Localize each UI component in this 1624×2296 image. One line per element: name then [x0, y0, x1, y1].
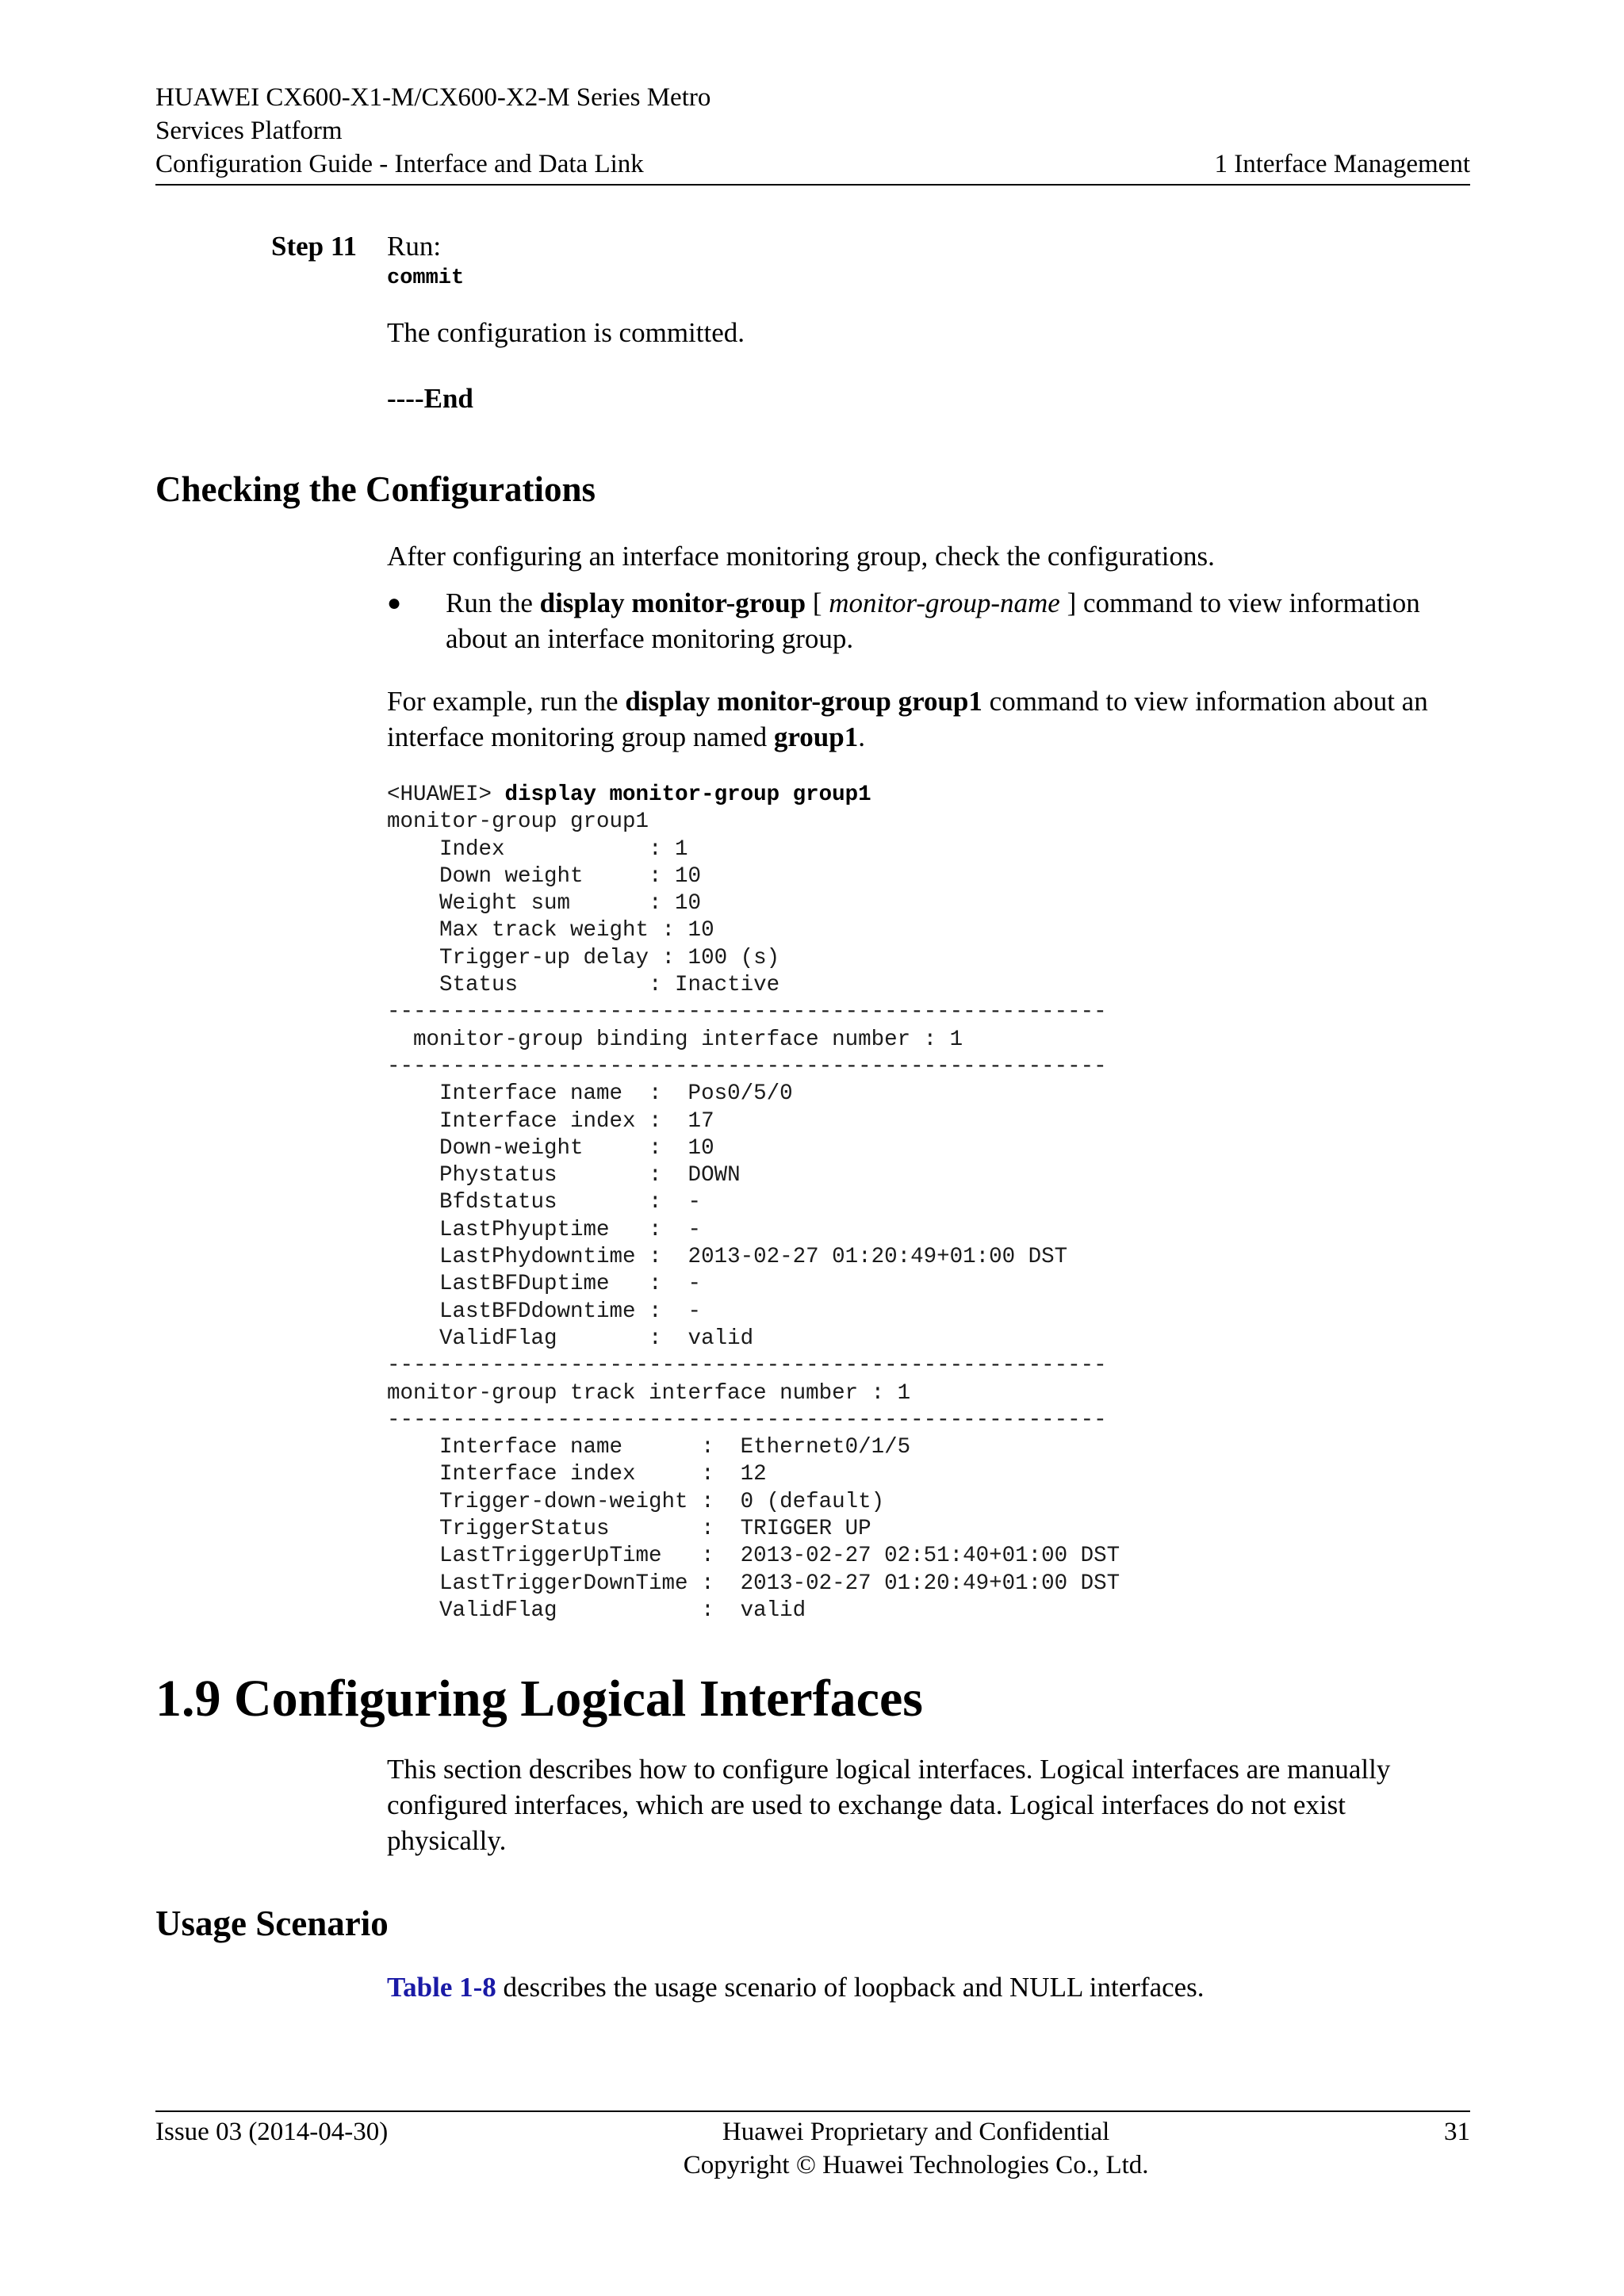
example-command: display monitor-group group1 [625, 686, 982, 717]
checking-intro: After configuring an interface monitoring group, check the configurations. [387, 541, 1215, 572]
usage-paragraph: Table 1-8 describes the usage scenario of loopback and NULL interfaces. [387, 1972, 1205, 2003]
command-parameter: monitor-group-name [829, 587, 1060, 618]
step-run-label: Run: [387, 231, 442, 262]
header-product-line1: HUAWEI CX600-X1-M/CX600-X2-M Series Metro [155, 83, 711, 112]
code-command: display monitor-group group1 [504, 783, 871, 807]
list-item [387, 585, 1470, 656]
chapter-intro: This section describes how to configure logical interfaces. Logical interfaces are manually configured interfaces, which are used to exchange data. Logical interfaces do not exist physically. [387, 1754, 1391, 1857]
header-guide-title: Configuration Guide - Interface and Data Link [155, 150, 644, 178]
bullet-text: Run the display monitor-group [ monitor-group-name ] command to view information about an interface monitoring group. [446, 587, 1420, 654]
page-footer [155, 2110, 1470, 2182]
section-heading-checking: Checking the Configurations [155, 469, 596, 509]
step-result-text: The configuration is committed. [387, 317, 745, 348]
example-group-name: group1 [773, 721, 859, 752]
code-block [387, 782, 1470, 1624]
page-content [155, 228, 1470, 2005]
header-chapter-title: 1 Interface Management [1214, 150, 1470, 178]
command-name: display monitor-group [539, 587, 806, 618]
step-command: commit [387, 266, 465, 290]
footer-page-number: 31 [1444, 2118, 1470, 2146]
table-reference-link[interactable]: Table 1-8 [387, 1972, 496, 2003]
code-output: monitor-group group1 Index : 1 Down weight : 10 Weight sum : 10 Max track weight : 10 Trigger-up delay : 100 (s) Status : Inactive ------------------------------------------------------- monitor-group binding interface number : 1 ------------------------------------------------------- Interface name : Pos0/5/0 Interface index : 17 Down-weight : 10 Phystatus : DOWN Bfdstatus : - LastPhyuptime : - LastPhydowntime : 2013-02-27 01:20:49+01:00 DST LastBFDuptime : - LastBFDdowntime : - ValidFlag : valid ------------------------------------------------------- monitor-group track interface number : 1 ------------------------------------------------------- Interface name : Ethernet0/1/5 Interface index : 12 Trigger-down-weight : 0 (default) TriggerStatus : TRIGGER UP LastTriggerUpTime : 2013-02-27 02:51:40+01:00 DST LastTriggerDownTime : 2013-02-27 01:20:49+01:00 DST ValidFlag : valid [387, 809, 1120, 1623]
footer-issue: Issue 03 (2014-04-30) [155, 2118, 389, 2146]
bullet-dot-icon: ● [387, 590, 402, 616]
procedure-end-marker: ----End [387, 383, 473, 414]
code-prompt: <HUAWEI> [387, 783, 505, 807]
chapter-heading: 1.9 Configuring Logical Interfaces [155, 1670, 923, 1728]
page-header [155, 81, 1470, 186]
step-label: Step 11 [271, 231, 357, 262]
header-product-line2: Services Platform [155, 117, 343, 145]
example-paragraph: For example, run the display monitor-group group1 command to view information about an interface monitoring group named group1. [387, 686, 1428, 752]
procedure-step [155, 228, 1470, 416]
footer-confidential: Huawei Proprietary and Confidential [722, 2118, 1110, 2146]
section-heading-usage: Usage Scenario [155, 1904, 389, 1944]
footer-copyright: Copyright © Huawei Technologies Co., Ltd. [683, 2151, 1149, 2179]
